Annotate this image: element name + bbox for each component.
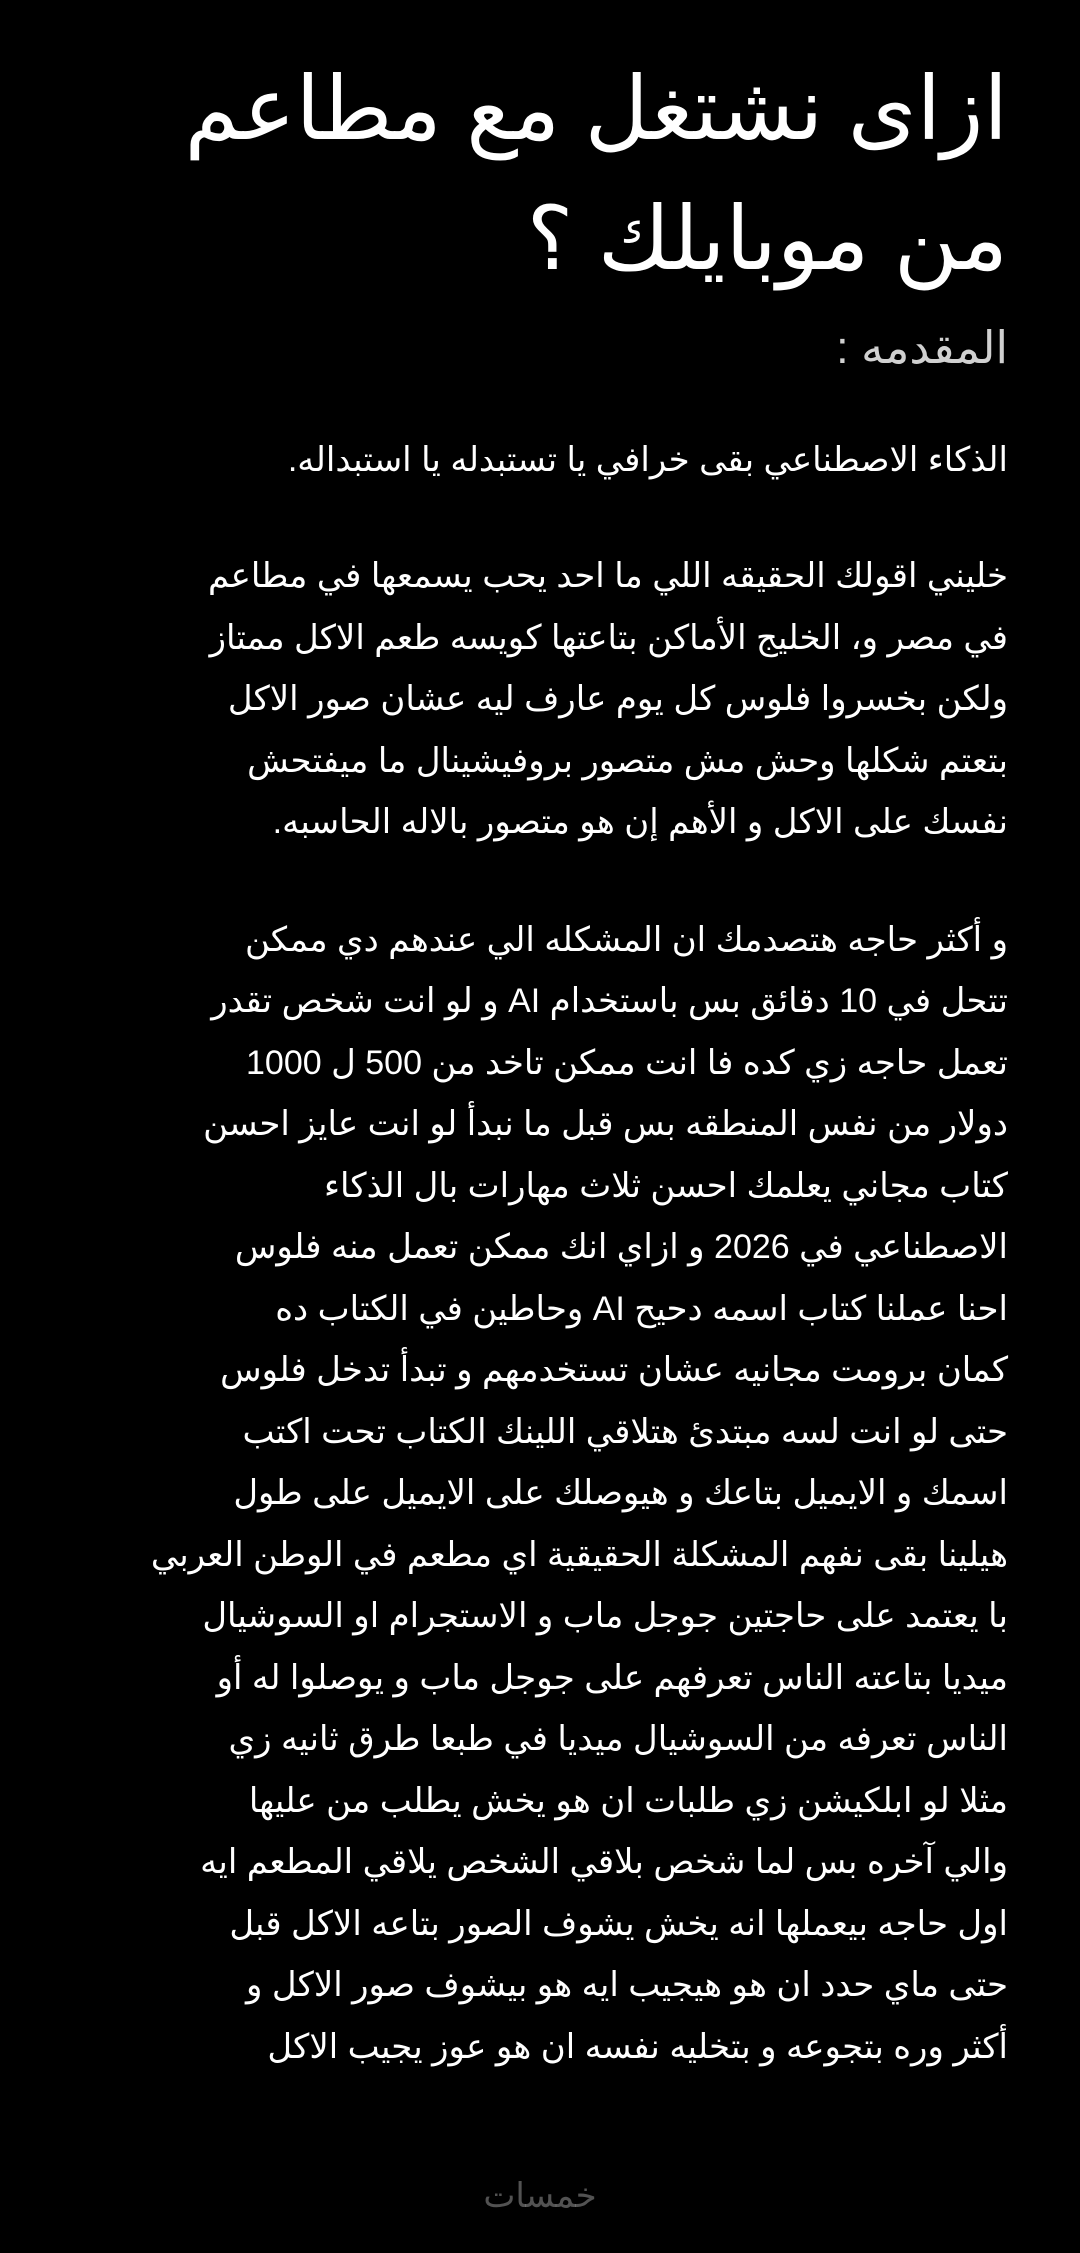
- paragraph-line: با يعتمد على حاجتين جوجل ماب و الاستجرام او السوشيال: [202, 1597, 1008, 1635]
- paragraph-line: ولكن بخسروا فلوس كل يوم عارف ليه عشان صور الاكل: [227, 680, 1008, 718]
- paragraph-line: كمان برومت مجانيه عشان تستخدمهم و تبدأ تدخل فلوس: [220, 1351, 1008, 1389]
- paragraph-line: و أكثر حاجه هتصدمك ان المشكله الي عندهم دي ممكن: [245, 920, 1008, 959]
- paragraph-line: اول حاجه بيعملها انه يخش يشوف الصور بتاعه الاكل قبل: [229, 1904, 1008, 1943]
- paragraph-line: حتى لو انت لسه مبتدئ هتلاقي اللينك الكتاب تحت اكتب: [242, 1412, 1008, 1451]
- paragraph-line: أكثر وره بتجوعه و بتخليه نفسه ان هو عوز يجيب الاكل: [267, 2027, 1008, 2066]
- paragraph-line: الاصطناعي في 2026 و ازاي انك ممكن تعمل منه فلوس: [234, 1228, 1008, 1266]
- paragraph-line: خليني اقولك الحقيقه اللي ما احد يحب يسمعها في مطاعم: [208, 557, 1008, 595]
- intro-text: الذكاء الاصطناعي بقى خرافي يا تستبدله يا استبداله.: [287, 441, 1008, 479]
- paragraph-line: هيلينا بقى نفهم المشكلة الحقيقية اي مطعم في الوطن العربي: [150, 1535, 1008, 1574]
- paragraph-line: والي آخره بس لما شخص بلاقي الشخص يلاقي المطعم ايه: [200, 1843, 1008, 1881]
- paragraph-1: [72, 546, 1008, 854]
- title-line-2: من موبايلك ؟: [526, 189, 1008, 288]
- paragraph-line: في مصر و، الخليج الأماكن بتاعتها كويسه طعم الاكل ممتاز: [209, 618, 1008, 657]
- paragraph-line: دولار من نفس المنطقه بس قبل ما نبدأ لو انت عايز احسن: [203, 1105, 1008, 1143]
- title-line-1: ازاى نشتغل مع مطاعم: [184, 59, 1008, 158]
- paragraph-line: بتعتم شكلها وحش مش متصور بروفيشينال ما ميفتحش: [247, 741, 1008, 780]
- paragraph-line: تعمل حاجه زي كده فا انت ممكن تاخد من 500 ل 1000: [246, 1043, 1008, 1082]
- paragraph-line: اسمك و الايميل بتاعك و هيوصلك على الايميل على طول: [233, 1474, 1008, 1512]
- section-label: المقدمه :: [836, 322, 1008, 373]
- paragraph-line: ميديا بتاعته الناس تعرفهم على جوجل ماب و يوصلوا له أو: [216, 1658, 1008, 1697]
- paragraph-line: نفسك على الاكل و الأهم إن هو متصور بالاله الحاسبه.: [272, 803, 1008, 841]
- article-title: [72, 0, 1008, 304]
- paragraph-line: كتاب مجاني يعلمك احسن ثلاث مهارات بال الذكاء: [324, 1166, 1008, 1205]
- paragraph-line: تتحل في 10 دقائق بس باستخدام AI و لو انت شخص تقدر: [211, 982, 1008, 1020]
- paragraph-2: [72, 910, 1008, 2079]
- paragraph-line: مثلا لو ابلكيشن زي طلبات ان هو يخش يطلب من عليها: [248, 1781, 1008, 1820]
- paragraph-line: احنا عملنا كتاب اسمه دحيح AI وحاطين في الكتاب ده: [275, 1289, 1008, 1328]
- paragraph-line: حتى ماي حدد ان هو هيجيب ايه هو بيشوف صور الاكل و: [246, 1966, 1008, 2004]
- paragraph-line: الناس تعرفه من السوشيال ميديا في طبعا طرق ثانيه زي: [228, 1720, 1008, 1758]
- watermark-logo: خمسات: [483, 2177, 597, 2215]
